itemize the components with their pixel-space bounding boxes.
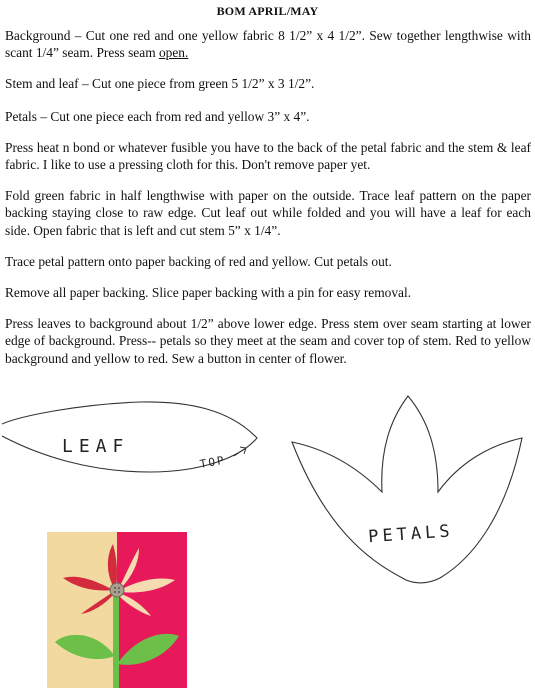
paragraph-stem-leaf: Stem and leaf – Cut one piece from green 5 1/2” x 3 1/2”. — [5, 76, 315, 92]
leaf-top-label: TOP — [198, 453, 227, 471]
paragraph-petals: Petals – Cut one piece each from red and yellow 3” x 4”. — [5, 108, 310, 124]
petals-label: PETALS — [367, 521, 455, 548]
leaf-top-arrow — [234, 447, 246, 456]
paragraph-background-text: Background – Cut one red and one yellow fabric 8 1/2” x 4 1/2”. Sew together lengthwise with scant 1/4” seam. Press seam — [5, 28, 531, 61]
paragraph-trace-petals: Trace petal pattern onto paper backing of red and yellow. Cut petals out. — [5, 253, 392, 269]
leaf-label: LEAF — [62, 436, 130, 457]
petals-pattern-outline — [292, 396, 522, 583]
stem — [113, 594, 119, 688]
paragraph-background — [5, 27, 531, 61]
finished-block-photo — [47, 532, 187, 688]
button-center — [110, 583, 124, 597]
paragraph-remove-backing: Remove all paper backing. Slice paper backing with a pin for easy removal. — [5, 285, 412, 301]
instructions-body — [5, 27, 531, 381]
paragraph-assembly: Press leaves to background about 1/2” above lower edge. Press stem over seam starting at lower edge of background. Press-- petals so they meet at the seam and cover top of stem. Red to yellow background and yellow to red. Sew a button in center of flower. — [5, 316, 531, 366]
paragraph-fusible: Press heat n bond or whatever fusible you have to the back of the petal fabric and the stem & leaf fabric. I like to use a pressing cloth for this. Don't remove paper yet. — [5, 139, 531, 173]
yellow-background — [47, 532, 117, 688]
underlined-word-open: open. — [158, 45, 189, 61]
finished-block-illustration — [47, 532, 187, 688]
page-title: BOM APRIL/MAY — [216, 4, 319, 18]
paragraph-fold-trace: Fold green fabric in half lengthwise with paper on the outside. Trace leaf pattern on the paper backing staying close to raw edge. Cut leaf out while folded and you will have a leaf for each side. Open fabric that is left and cut stem 5” x 1/4”. — [5, 188, 531, 238]
